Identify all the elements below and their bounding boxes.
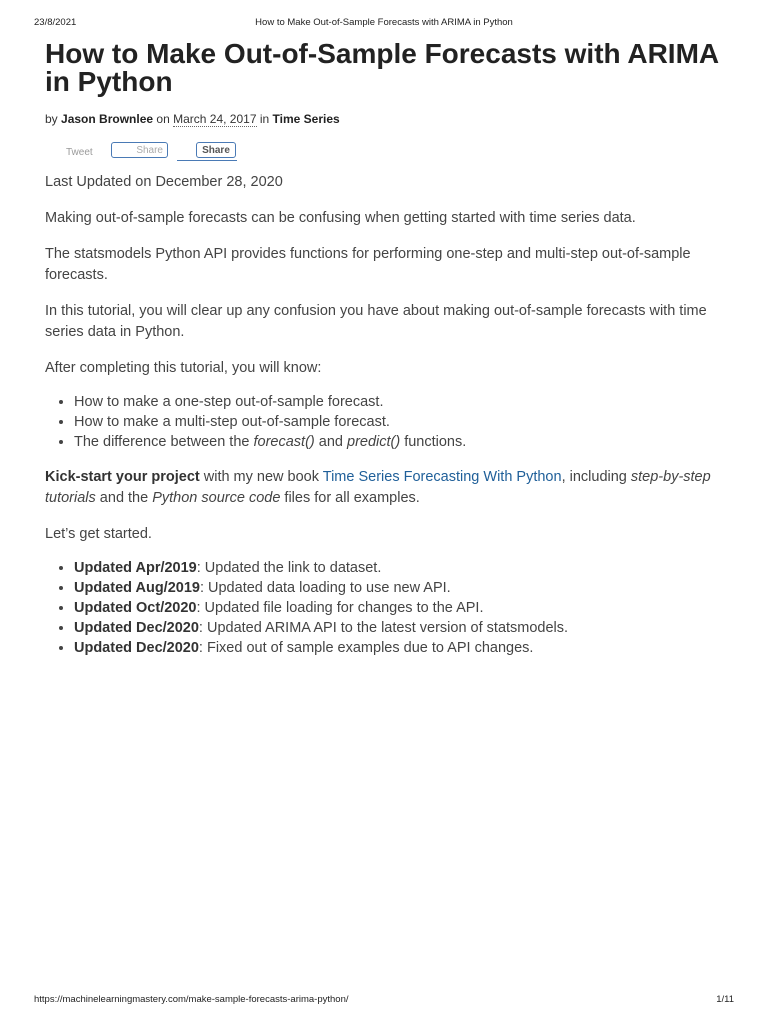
category-link[interactable]: Time Series <box>272 112 340 126</box>
kickstart-bold: Kick-start your project <box>45 469 200 485</box>
page-number: 1/11 <box>716 994 734 1005</box>
list-item: • Updated Apr/2019: Updated the link to dataset. <box>74 558 725 578</box>
kickstart-paragraph: Kick-start your project with my new book Time Series Forecasting With Python, including step-by-step tutorials and the Python source code files for all examples. <box>45 469 711 506</box>
list-item: • Updated Dec/2020: Updated ARIMA API to the latest version of statsmodels. <box>74 618 725 638</box>
list-item: • Updated Oct/2020: Updated file loading for changes to the API. <box>74 598 725 618</box>
list-item: • How to make a multi-step out-of-sample forecast. <box>74 412 725 432</box>
article-title: How to Make Out-of-Sample Forecasts with ARIMA in Python <box>45 38 719 97</box>
list-item: • How to make a one-step out-of-sample forecast. <box>74 392 725 412</box>
article <box>45 40 725 658</box>
list-item: • Updated Dec/2020: Fixed out of sample examples due to API changes. <box>74 638 725 658</box>
social-share-bar <box>45 142 725 172</box>
predict-function: predict() <box>347 434 401 450</box>
share-underline <box>177 160 237 161</box>
print-header <box>34 17 734 31</box>
print-page-title: How to Make Out-of-Sample Forecasts with ARIMA in Python <box>255 17 513 28</box>
byline <box>45 112 725 126</box>
learning-outcomes-list <box>45 392 725 452</box>
list-item: • Updated Aug/2019: Updated data loading to use new API. <box>74 578 725 598</box>
print-date: 23/8/2021 <box>34 17 77 28</box>
paragraph-1: Making out-of-sample forecasts can be confusing when getting started with time series data. <box>45 210 636 226</box>
updates-list <box>45 558 725 658</box>
paragraph-3: In this tutorial, you will clear up any confusion you have about making out-of-sample forecasts with time series data in Python. <box>45 303 707 340</box>
byline-by: by <box>45 112 58 126</box>
paragraph-2: The statsmodels Python API provides functions for performing one-step and multi-step out-of-sample forecasts. <box>45 246 691 283</box>
print-footer <box>34 994 734 1008</box>
book-link[interactable]: Time Series Forecasting With Python <box>322 469 562 485</box>
byline-on: on <box>156 112 170 126</box>
page-url: https://machinelearningmastery.com/make-sample-forecasts-arima-python/ <box>34 994 349 1005</box>
tweet-button[interactable]: Tweet <box>66 147 93 158</box>
share-button-2[interactable]: Share <box>196 142 236 158</box>
paragraph-4: After completing this tutorial, you will know: <box>45 360 322 376</box>
forecast-function: forecast() <box>253 434 315 450</box>
byline-in: in <box>259 112 270 126</box>
last-updated: Last Updated on December 28, 2020 <box>45 174 283 190</box>
get-started: Let’s get started. <box>45 526 152 542</box>
publish-date: March 24, 2017 <box>173 112 257 126</box>
share-button-1[interactable]: Share <box>111 142 168 158</box>
list-item: • The difference between the forecast() and predict() functions. <box>74 432 725 452</box>
author-link[interactable]: Jason Brownlee <box>61 112 154 126</box>
